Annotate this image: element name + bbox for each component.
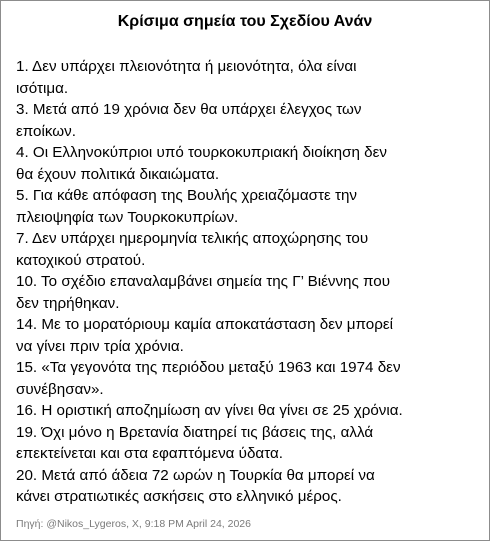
list-item-line: εποίκων. [16,122,76,140]
list-item [16,185,481,228]
list-item [16,400,481,422]
list-item [16,465,481,508]
list-item-line: 4. Οι Ελληνοκύπριοι υπό τουρκοκυπριακή διοίκηση δεν [16,144,387,161]
list-item-line: 10. Το σχέδιο επαναλαμβάνει σημεία της Γ’ Βιέννης που [16,273,391,290]
list-item-line: 15. «Τα γεγονότα της περιόδου μεταξύ 1963 και 1974 δεν [16,359,401,376]
list-item [16,142,481,185]
list-item-line: επεκτείνεται και στα εφαπτόμενα ύδατα. [16,445,283,462]
list-item-line: να γίνει πριν τρία χρόνια. [16,337,184,355]
list-item-line: 3. Μετά από 19 χρόνια δεν θα υπάρχει έλεγχος των [16,101,362,118]
list-item-line: 19. Όχι μόνο η Βρετανία διατηρεί τις βάσεις της, αλλά [16,423,374,441]
list-item [16,357,481,400]
list-item-line: κάνει στρατιωτικές ασκήσεις στο ελληνικό μέρος. [16,488,342,505]
list-item [16,422,481,465]
list-item-line: 16. Η οριστική αποζημίωση αν γίνει θα γίνει σε 25 χρόνια. [16,402,403,419]
list-item-line: δεν τηρήθηκαν. [16,294,120,312]
list-item [16,271,481,314]
list-item [16,228,481,271]
list-item-line: συνέβησαν». [16,380,104,398]
source-attribution: Πηγή: @Nikos_Lygeros, X, 9:18 PM April 24, 2026 [16,518,251,530]
list-item-line: 20. Μετά από άδεια 72 ωρών η Τουρκία θα μπορεί να [16,466,375,484]
list-item-line: κατοχικού στρατού. [16,251,146,269]
points-list [16,56,481,508]
list-item-line: 7. Δεν υπάρχει ημερομηνία τελικής αποχώρησης του [16,230,369,247]
list-item [16,56,481,99]
list-item-line: ισότιμα. [16,79,69,97]
list-item-line: πλειοψηφία των Τουρκοκυπρίων. [16,208,239,226]
list-item [16,99,481,142]
list-item-line: 1. Δεν υπάρχει πλειονότητα ή μειονότητα, όλα είναι [16,58,357,75]
list-item-line: θα έχουν πολιτικά δικαιώματα. [16,165,220,183]
list-item-line: 5. Για κάθε απόφαση της Βουλής χρειαζόμαστε την [16,187,358,204]
document-title: Κρίσιμα σημεία του Σχεδίου Ανάν [117,13,373,30]
list-item-line: 14. Με το μορατόριουμ καμία αποκατάσταση δεν μπορεί [16,316,394,333]
list-item [16,314,481,357]
